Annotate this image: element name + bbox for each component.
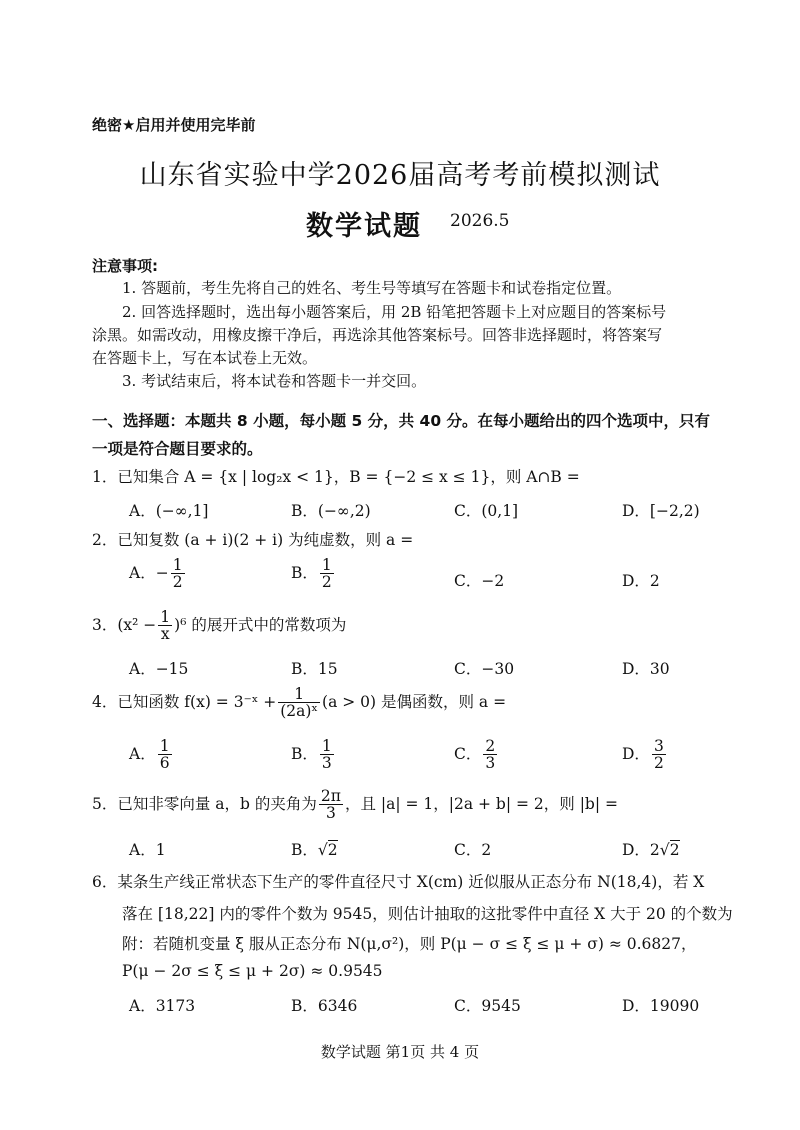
question-4-stem: 4．已知函数 f(x) = 3⁻ˣ + $\frac{1}{\text{(2a)ˣ}}$ (a > 0) 是偶函数，则 a = (92, 685, 507, 721)
q3-option-c: C．−30 (454, 660, 515, 678)
exam-date: 2026.5 (450, 211, 510, 231)
section-heading-cont: 一项是符合题目要求的。 (92, 440, 263, 458)
notice-item-3: 3. 考试结束后，将本试卷和答题卡一并交回。 (122, 372, 427, 390)
question-6-line-2: 落在 [18,22] 内的零件个数为 9545，则估计抽取的这批零件中直径 X 大于 20 的个数为 (122, 905, 733, 923)
q5-option-d: D．2√2 (622, 841, 680, 859)
question-6-line-1: 6．某条生产线正常状态下生产的零件直径尺寸 X(cm) 近似服从正态分布 N(18,4)，若 X (92, 873, 705, 891)
q5-option-c: C．2 (454, 841, 492, 859)
q4-option-b: B． $\frac{1}{3}$ (291, 737, 332, 773)
q1-option-a: A．(−∞,1] (129, 502, 209, 520)
question-6-line-4: P(μ − 2σ ≤ ξ ≤ μ + 2σ) ≈ 0.9545 (122, 962, 383, 980)
q5-option-b: B．√2 (291, 841, 338, 859)
notice-item-2-cont2: 在答题卡上，写在本试卷上无效。 (92, 349, 318, 367)
question-2-stem: 2．已知复数 (a + i)(2 + i) 为纯虚数，则 a = (92, 531, 414, 549)
q4-option-c: C． $\frac{2}{3}$ (454, 737, 496, 773)
section-heading: 一、选择题：本题共 8 小题，每小题 5 分，共 40 分。在每小题给出的四个选项中，只有 (92, 412, 711, 430)
q3-option-b: B．15 (291, 660, 338, 678)
notice-item-1: 1. 答题前，考生先将自己的姓名、考生号等填写在答题卡和试卷指定位置。 (122, 279, 622, 297)
notice-item-2-cont: 涂黑。如需改动，用橡皮擦干净后，再选涂其他答案标号。回答非选择题时，将答案写 (92, 326, 663, 344)
notice-title: 注意事项: (92, 257, 158, 275)
q1-option-b: B．(−∞,2) (291, 502, 371, 520)
question-1-stem: 1．已知集合 A = {x | log₂x < 1}，B = {−2 ≤ x ≤ 1}，则 A∩B = (92, 468, 580, 486)
q3-option-a: A．−15 (129, 660, 189, 678)
page-footer: 数学试题 第1页 共 4 页 (320, 1043, 480, 1061)
question-6-line-3: 附：若随机变量 ξ 服从正态分布 N(μ,σ²)，则 P(μ − σ ≤ ξ ≤ μ + σ) ≈ 0.6827， (122, 935, 697, 953)
question-3-stem: 3．(x² − $\frac{1}{x}$ )⁶ 的展开式中的常数项为 (92, 608, 347, 644)
q2-option-a: A．− $\frac{1}{2}$ (129, 556, 183, 592)
q1-option-d: D．[−2,2) (622, 502, 700, 520)
q1-option-c: C．(0,1] (454, 502, 519, 520)
q4-option-a: A． $\frac{1}{6}$ (129, 737, 170, 773)
q6-option-c: C．9545 (454, 997, 521, 1015)
exam-title: 山东省实验中学2026届高考考前模拟测试 (139, 160, 661, 191)
notice-item-2: 2. 回答选择题时，选出每小题答案后，用 2B 铅笔把答题卡上对应题目的答案标号 (122, 303, 667, 321)
confidential-label: 绝密★启用并使用完毕前 (92, 116, 256, 134)
q5-option-a: A．1 (129, 841, 166, 859)
q2-option-d: D．2 (622, 572, 660, 590)
subject-title: 数学试题 (306, 211, 422, 242)
q6-option-b: B．6346 (291, 997, 358, 1015)
q2-option-c: C．−2 (454, 572, 505, 590)
q2-option-b: B． $\frac{1}{2}$ (291, 556, 332, 592)
q6-option-d: D．19090 (622, 997, 700, 1015)
question-5-stem: 5．已知非零向量 a，b 的夹角为 $\frac{2\pi}{3}$ ，且 |a| = 1，|2a + b| = 2，则 |b| = (92, 787, 618, 823)
q3-option-d: D．30 (622, 660, 670, 678)
q4-option-d: D． $\frac{3}{2}$ (622, 737, 664, 773)
q6-option-a: A．3173 (129, 997, 196, 1015)
